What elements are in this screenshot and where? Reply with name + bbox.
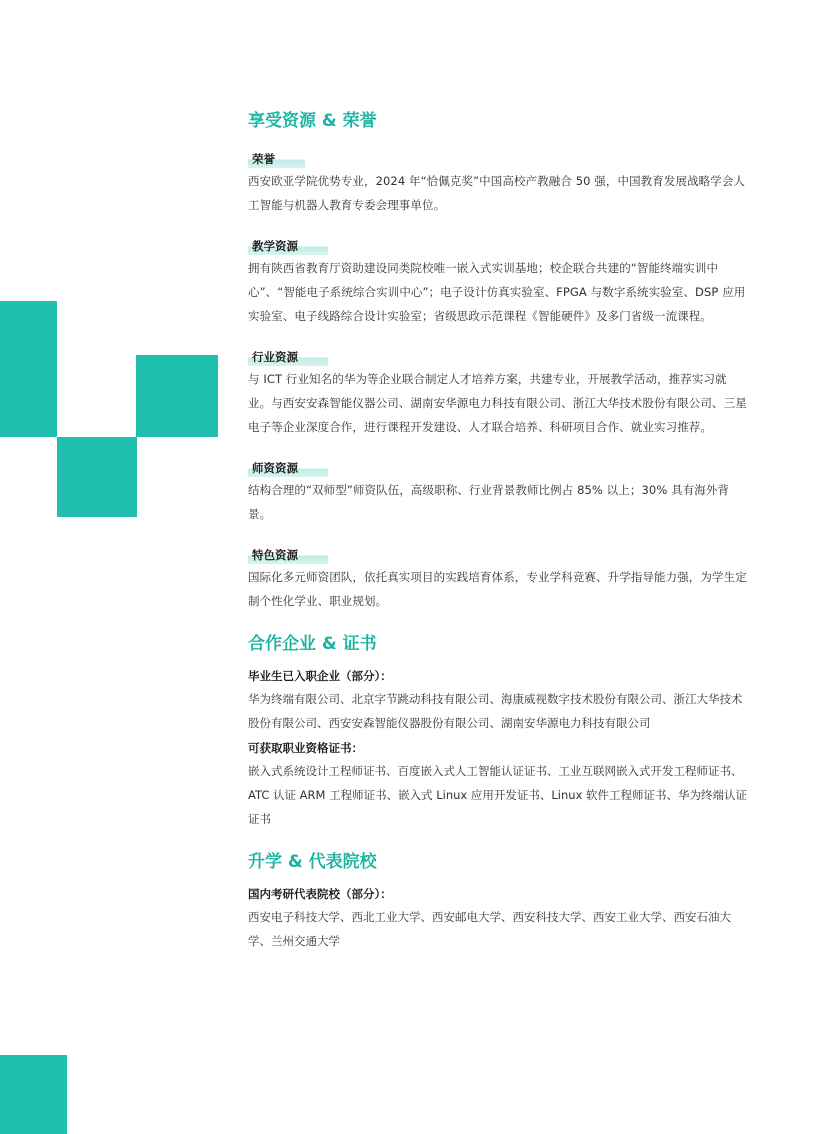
section-title-resources: 享受资源 & 荣誉 [248,111,377,131]
block-text: 西安欧亚学院优势专业，2024 年“恰佩克奖”中国高校产教融合 50 强，中国教育发展战略学会人工智能与机器人教育专委会理事单位。 [248,174,746,212]
section-title-further-study: 升学 & 代表院校 [248,852,377,872]
block-text: 国际化多元师资团队，依托真实项目的实践培育体系，专业学科竞赛、升学指导能力强，为学生定制个性化学业、职业规划。 [248,570,747,608]
block-text: 拥有陕西省教育厅资助建设同类院校唯一嵌入式实训基地；校企联合共建的“智能终端实训中心”、“智能电子系统综合实训中心”；电子设计仿真实验室、FPGA 与数字系统实验室、DSP 应用实验室、电子线路综合设计实验室；省级思政示范课程《智能硬件》及多门省级一流课程。 [248,261,746,323]
universities-label: 国内考研代表院校（部分）： [248,887,392,901]
decor-block [0,1055,67,1134]
block-text: 结构合理的“双师型”师资队伍，高级职称、行业背景教师比例占 85% 以上；30% 具有海外背景。 [248,483,730,521]
certs-text: 嵌入式系统设计工程师证书、百度嵌入式人工智能认证证书、工业互联网嵌入式开发工程师证书、ATC 认证 ARM 工程师证书、嵌入式 Linux 应用开发证书、Linux 软件工程师证书、华为终端认证证书 [248,764,748,826]
tag-label: 特色资源 [248,547,328,564]
resource-block-teaching [248,235,748,328]
resource-block-special [248,544,748,613]
tag-label: 行业资源 [248,349,328,366]
decor-block [57,437,137,517]
employers-label: 毕业生已入职企业（部分）： [248,669,392,683]
resource-block-faculty [248,457,748,526]
section-title-partners: 合作企业 & 证书 [248,634,377,654]
decor-block [136,355,218,437]
block-text: 与 ICT 行业知名的华为等企业联合制定人才培养方案，共建专业，开展教学活动，推荐实习就业。与西安安森智能仪器公司、湖南安华源电力科技有限公司、浙江大华技术股份有限公司、三星电子等企业深度合作，进行课程开发建设、人才联合培养、科研项目合作、就业实习推荐。 [248,372,747,434]
tag-label: 荣誉 [248,151,305,168]
universities-text: 西安电子科技大学、西北工业大学、西安邮电大学、西安科技大学、西安工业大学、西安石油大学、兰州交通大学 [248,910,731,948]
resource-block-honor [248,148,748,217]
resource-block-industry [248,346,748,439]
tag-label: 师资资源 [248,460,328,477]
content-column [248,108,748,955]
decor-block [0,301,57,437]
certs-label: 可获取职业资格证书： [248,741,363,755]
employers-text: 华为终端有限公司、北京字节跳动科技有限公司、海康威视数字技术股份有限公司、浙江大华技术股份有限公司、西安安森智能仪器股份有限公司、湖南安华源电力科技有限公司 [248,692,743,730]
tag-label: 教学资源 [248,238,328,255]
